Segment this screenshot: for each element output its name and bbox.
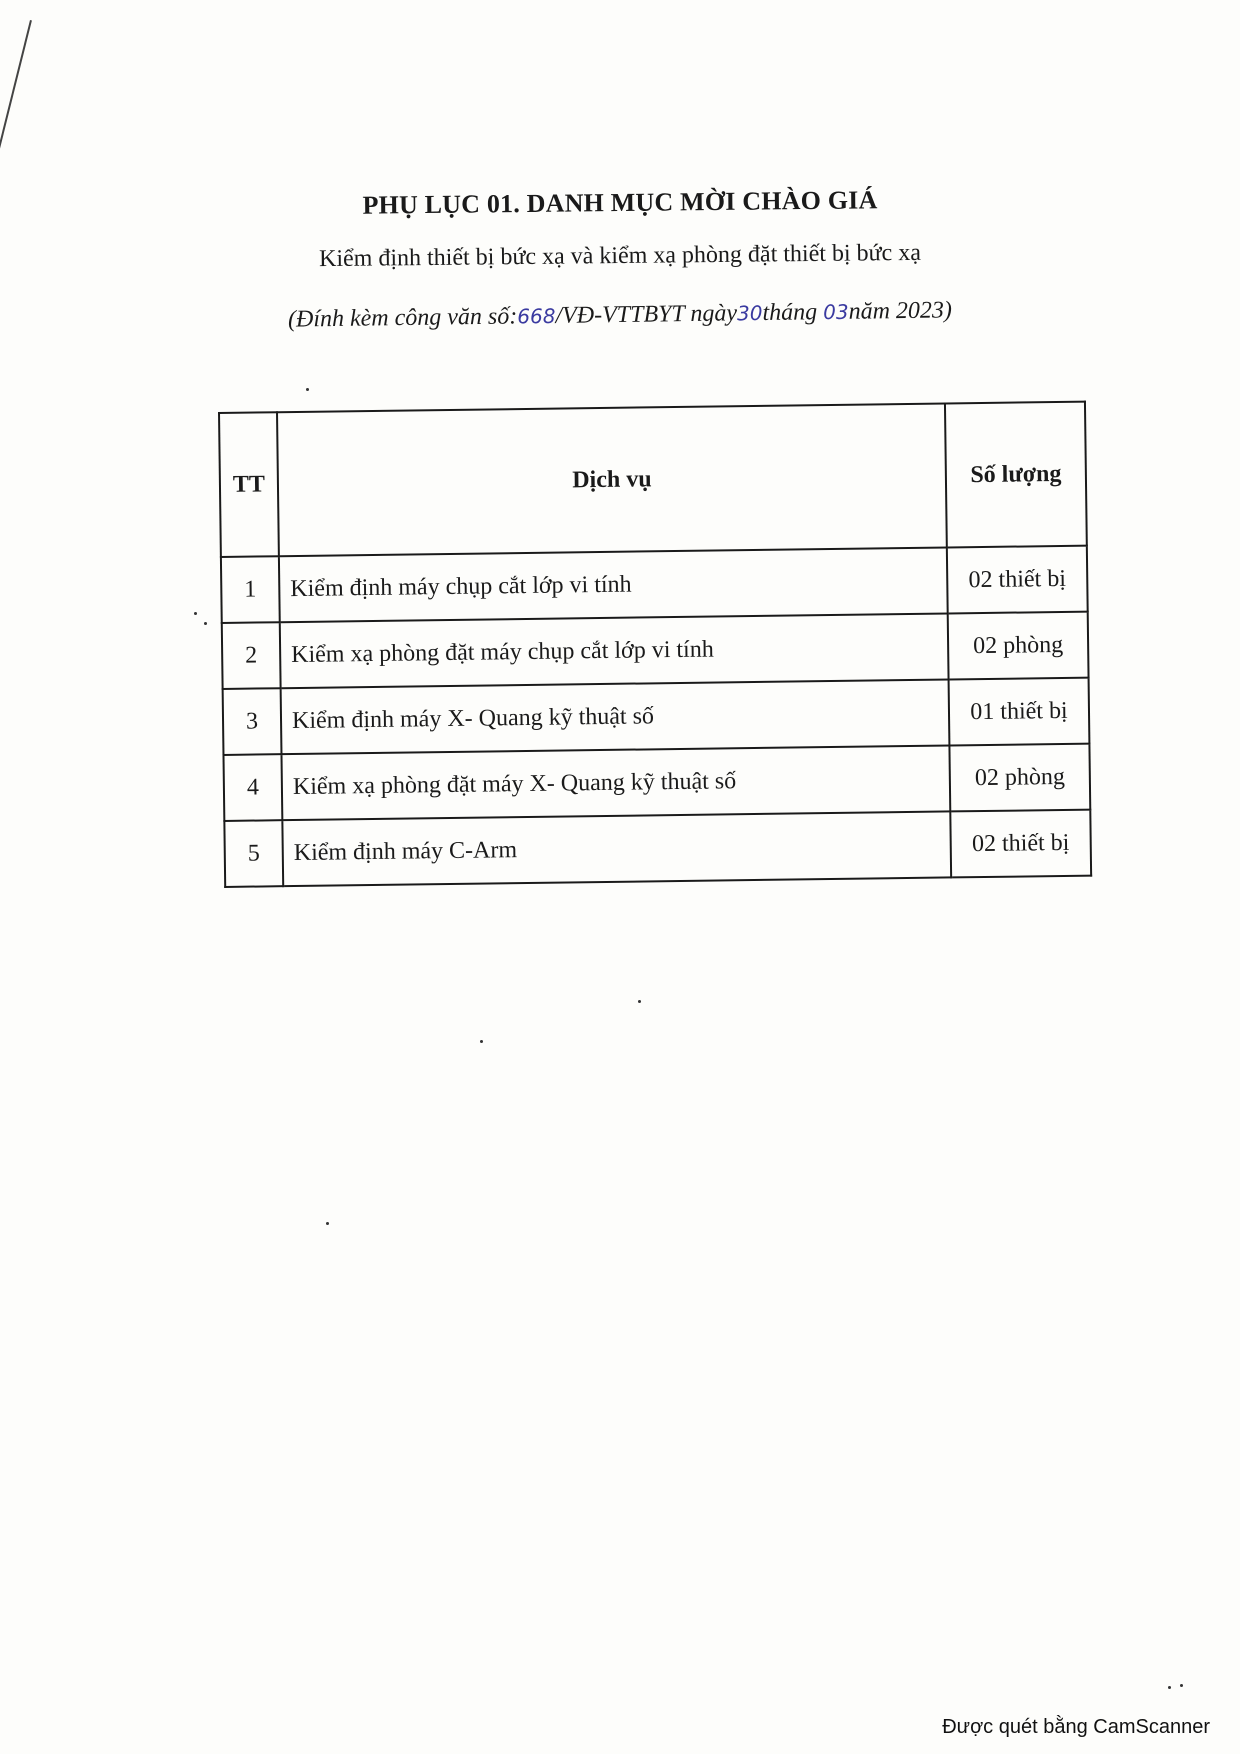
scan-speck: [194, 612, 197, 615]
table-row: [222, 612, 1089, 689]
row-tt: 1: [221, 556, 280, 623]
scan-speck: [306, 388, 309, 391]
handwritten-month: 03: [822, 299, 849, 325]
row-tt: 4: [223, 754, 282, 821]
document-title: PHỤ LỤC 01. DANH MỤC MỜI CHÀO GIÁ: [362, 185, 878, 220]
handwritten-doc-number: 668: [517, 303, 556, 329]
attachment-suffix: năm 2023): [848, 297, 953, 325]
scan-speck: [638, 1000, 641, 1003]
handwritten-day: 30: [736, 301, 763, 326]
row-service: Kiểm định máy C-Arm: [282, 811, 951, 886]
row-quantity: 02 thiết bị: [950, 810, 1091, 878]
scan-edge-line: [0, 20, 32, 205]
attachment-prefix: (Đính kèm công văn số:: [287, 303, 518, 333]
row-service: Kiểm xạ phòng đặt máy chụp cắt lớp vi tính: [280, 613, 949, 688]
scanner-watermark: Được quét bằng CamScanner: [942, 1716, 1210, 1738]
header-service: Dịch vụ: [277, 403, 947, 556]
row-tt: 5: [224, 820, 283, 887]
row-quantity: 02 phòng: [948, 612, 1089, 680]
row-service: Kiểm xạ phòng đặt máy X- Quang kỹ thuật số: [281, 745, 950, 820]
table-header-row: [219, 402, 1087, 557]
row-tt: 3: [223, 688, 282, 755]
attachment-middle: /VĐ-VTTBYT ngày: [555, 300, 738, 329]
row-service: Kiểm định máy X- Quang kỹ thuật số: [281, 679, 950, 754]
document-subtitle: Kiểm định thiết bị bức xạ và kiểm xạ phòng đặt thiết bị bức xạ: [318, 239, 922, 273]
table-row: [223, 678, 1090, 755]
attachment-reference: [0, 293, 1240, 337]
row-service: Kiểm định máy chụp cắt lớp vi tính: [279, 547, 948, 622]
service-table: [218, 401, 1092, 888]
scan-speck: [1168, 1686, 1171, 1689]
service-table-container: [218, 401, 1092, 888]
row-quantity: 01 thiết bị: [949, 678, 1090, 746]
table-row: [221, 546, 1088, 623]
row-tt: 2: [222, 622, 281, 689]
table-row: [223, 744, 1090, 821]
scan-speck: [326, 1222, 329, 1225]
scan-speck: [480, 1040, 483, 1043]
row-quantity: 02 thiết bị: [947, 546, 1088, 614]
scan-speck: [1180, 1684, 1183, 1687]
scan-speck: [204, 622, 207, 625]
attachment-month-label: tháng: [762, 299, 818, 327]
header-quantity: Số lượng: [945, 402, 1087, 548]
row-quantity: 02 phòng: [949, 744, 1090, 812]
table-row: [224, 810, 1091, 887]
header-tt: TT: [219, 412, 279, 557]
